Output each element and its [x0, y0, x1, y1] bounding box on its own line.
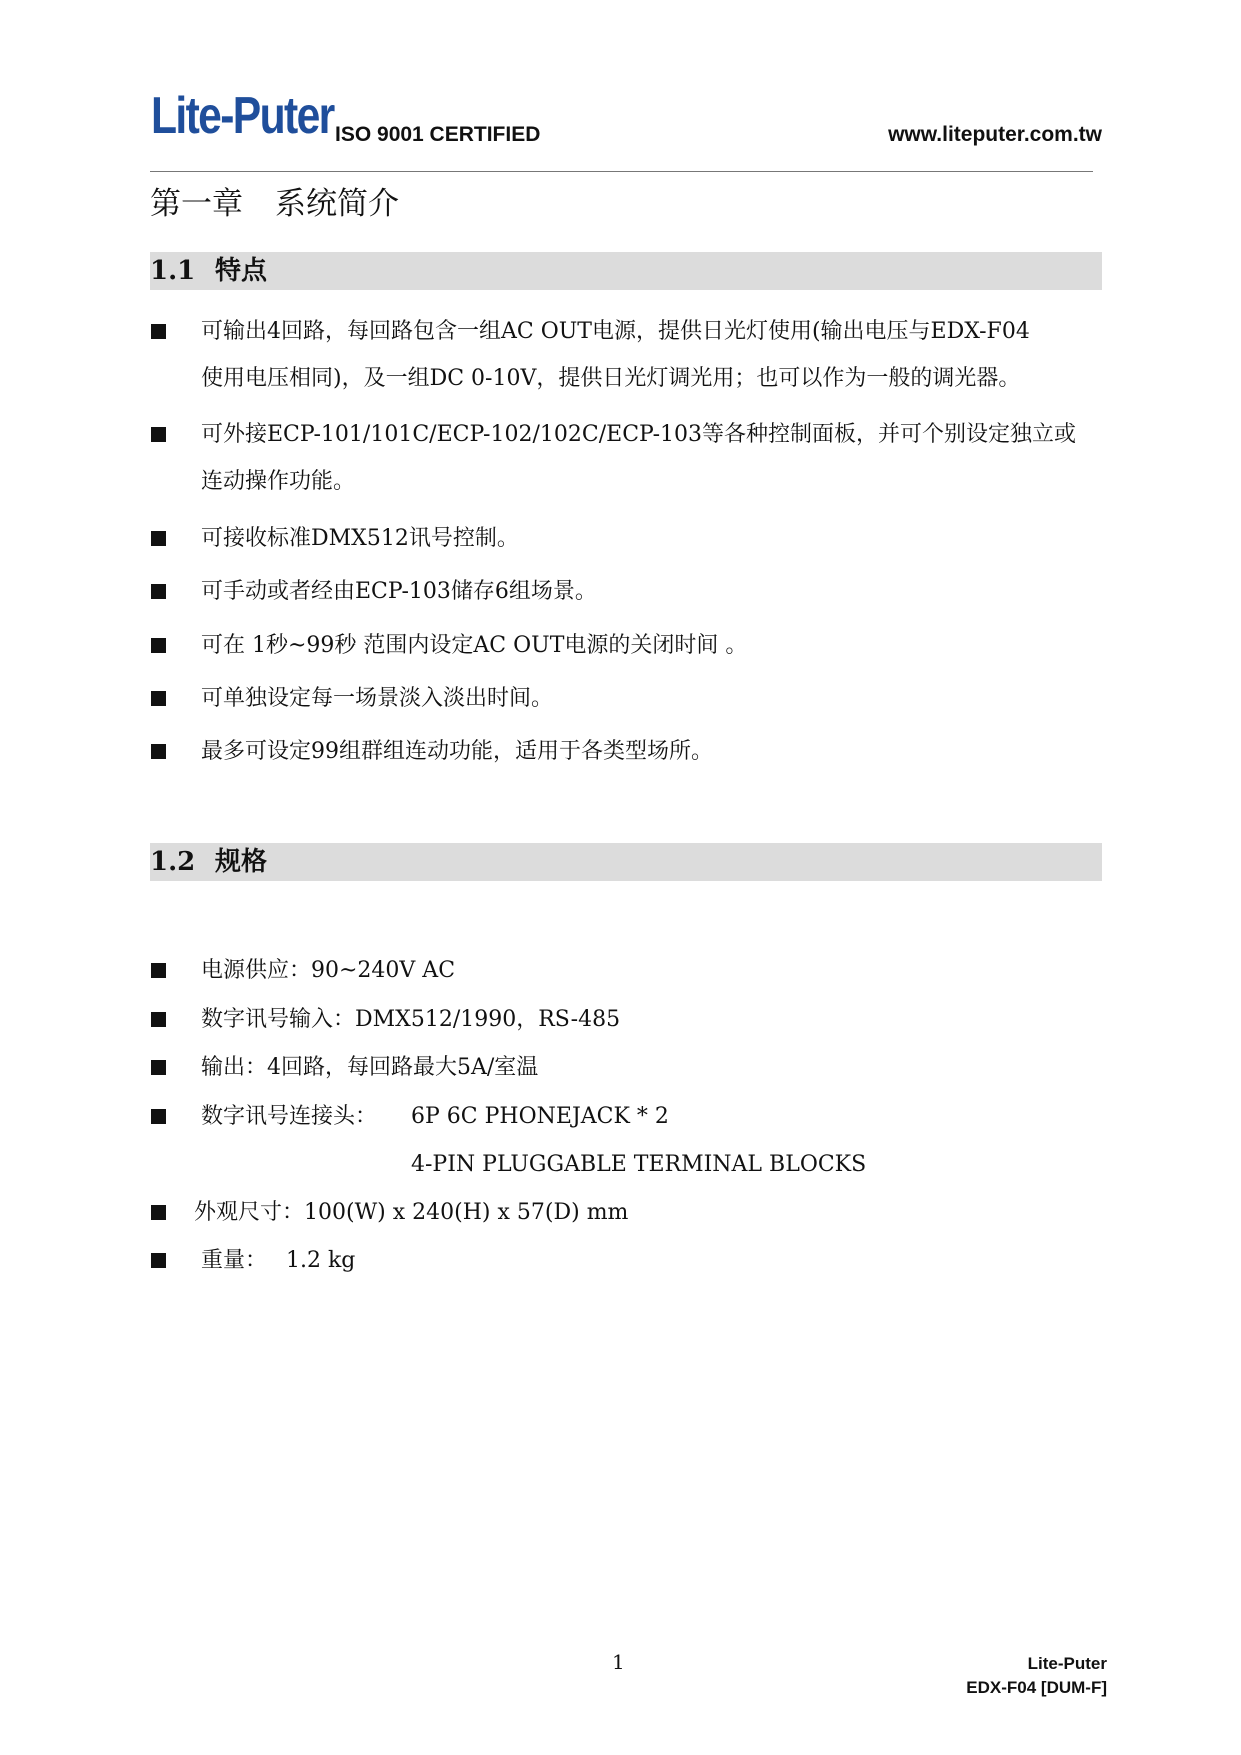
spec-weight-value: 1.2 kg: [286, 1248, 356, 1273]
list-item-text: 可在 1秒~99秒 范围内设定AC OUT电源的关闭时间 。: [201, 633, 748, 658]
section-title: 规格: [215, 847, 268, 877]
bullet-square-icon: [151, 1205, 166, 1220]
bullet-square-icon: [151, 963, 166, 978]
chapter-number: 第一章: [150, 186, 243, 222]
footer-brand: Lite-Puter: [1027, 1654, 1107, 1673]
spec-connector-value: 6P 6C PHONEJACK * 2: [411, 1104, 669, 1129]
section-number: 1.1: [150, 256, 196, 286]
bullet-square-icon: [151, 531, 166, 546]
spec-signal-input: 数字讯号输入：DMX512/1990，RS-485: [201, 1007, 621, 1032]
list-item-text-continued: 连动操作功能。: [201, 469, 356, 494]
spec-power: 电源供应：90~240V AC: [201, 958, 456, 983]
spec-connector-value: 4-PIN PLUGGABLE TERMINAL BLOCKS: [411, 1152, 867, 1177]
spec-connector-label: 数字讯号连接头：: [201, 1104, 378, 1129]
bullet-square-icon: [151, 324, 166, 339]
section-title: 特点: [215, 256, 268, 286]
spec-dimensions: 外观尺寸：100(W) x 240(H) x 57(D) mm: [194, 1200, 629, 1225]
website-url[interactable]: www.liteputer.com.tw: [888, 123, 1102, 146]
spec-output: 输出：4回路，每回路最大5A/室温: [201, 1055, 539, 1080]
company-logo: Lite-Puter: [151, 87, 334, 145]
iso-certification: ISO 9001 CERTIFIED: [335, 123, 541, 146]
bullet-square-icon: [151, 584, 166, 599]
bullet-square-icon: [151, 1012, 166, 1027]
header-divider: [150, 171, 1093, 172]
list-item-text: 可外接ECP-101/101C/ECP-102/102C/ECP-103等各种控制面板，并可个别设定独立或: [201, 422, 1077, 447]
section-header-specs: [150, 843, 1102, 881]
list-item-text: 可手动或者经由ECP-103储存6组场景。: [201, 579, 597, 604]
section-header-features: [150, 252, 1102, 290]
bullet-square-icon: [151, 638, 166, 653]
list-item-text: 最多可设定99组群组连动功能，适用于各类型场所。: [201, 739, 713, 764]
list-item-text: 可输出4回路，每回路包含一组AC OUT电源，提供日光灯使用(输出电压与EDX-F04: [201, 319, 1030, 344]
list-item-text-continued: 使用电压相同)，及一组DC 0-10V，提供日光灯调光用；也可以作为一般的调光器。: [201, 366, 1021, 391]
bullet-square-icon: [151, 1253, 166, 1268]
chapter-name: 系统简介: [275, 186, 399, 222]
bullet-square-icon: [151, 691, 166, 706]
list-item-text: 可接收标准DMX512讯号控制。: [201, 526, 519, 551]
spec-weight-label: 重量：: [201, 1248, 268, 1273]
bullet-square-icon: [151, 1060, 166, 1075]
footer-model: EDX-F04 [DUM-F]: [966, 1678, 1107, 1697]
list-item-text: 可单独设定每一场景淡入淡出时间。: [201, 686, 554, 711]
bullet-square-icon: [151, 427, 166, 442]
bullet-square-icon: [151, 744, 166, 759]
chapter-title: [150, 184, 399, 224]
section-number: 1.2: [150, 847, 196, 877]
page-number: 1: [612, 1650, 625, 1674]
bullet-square-icon: [151, 1109, 166, 1124]
